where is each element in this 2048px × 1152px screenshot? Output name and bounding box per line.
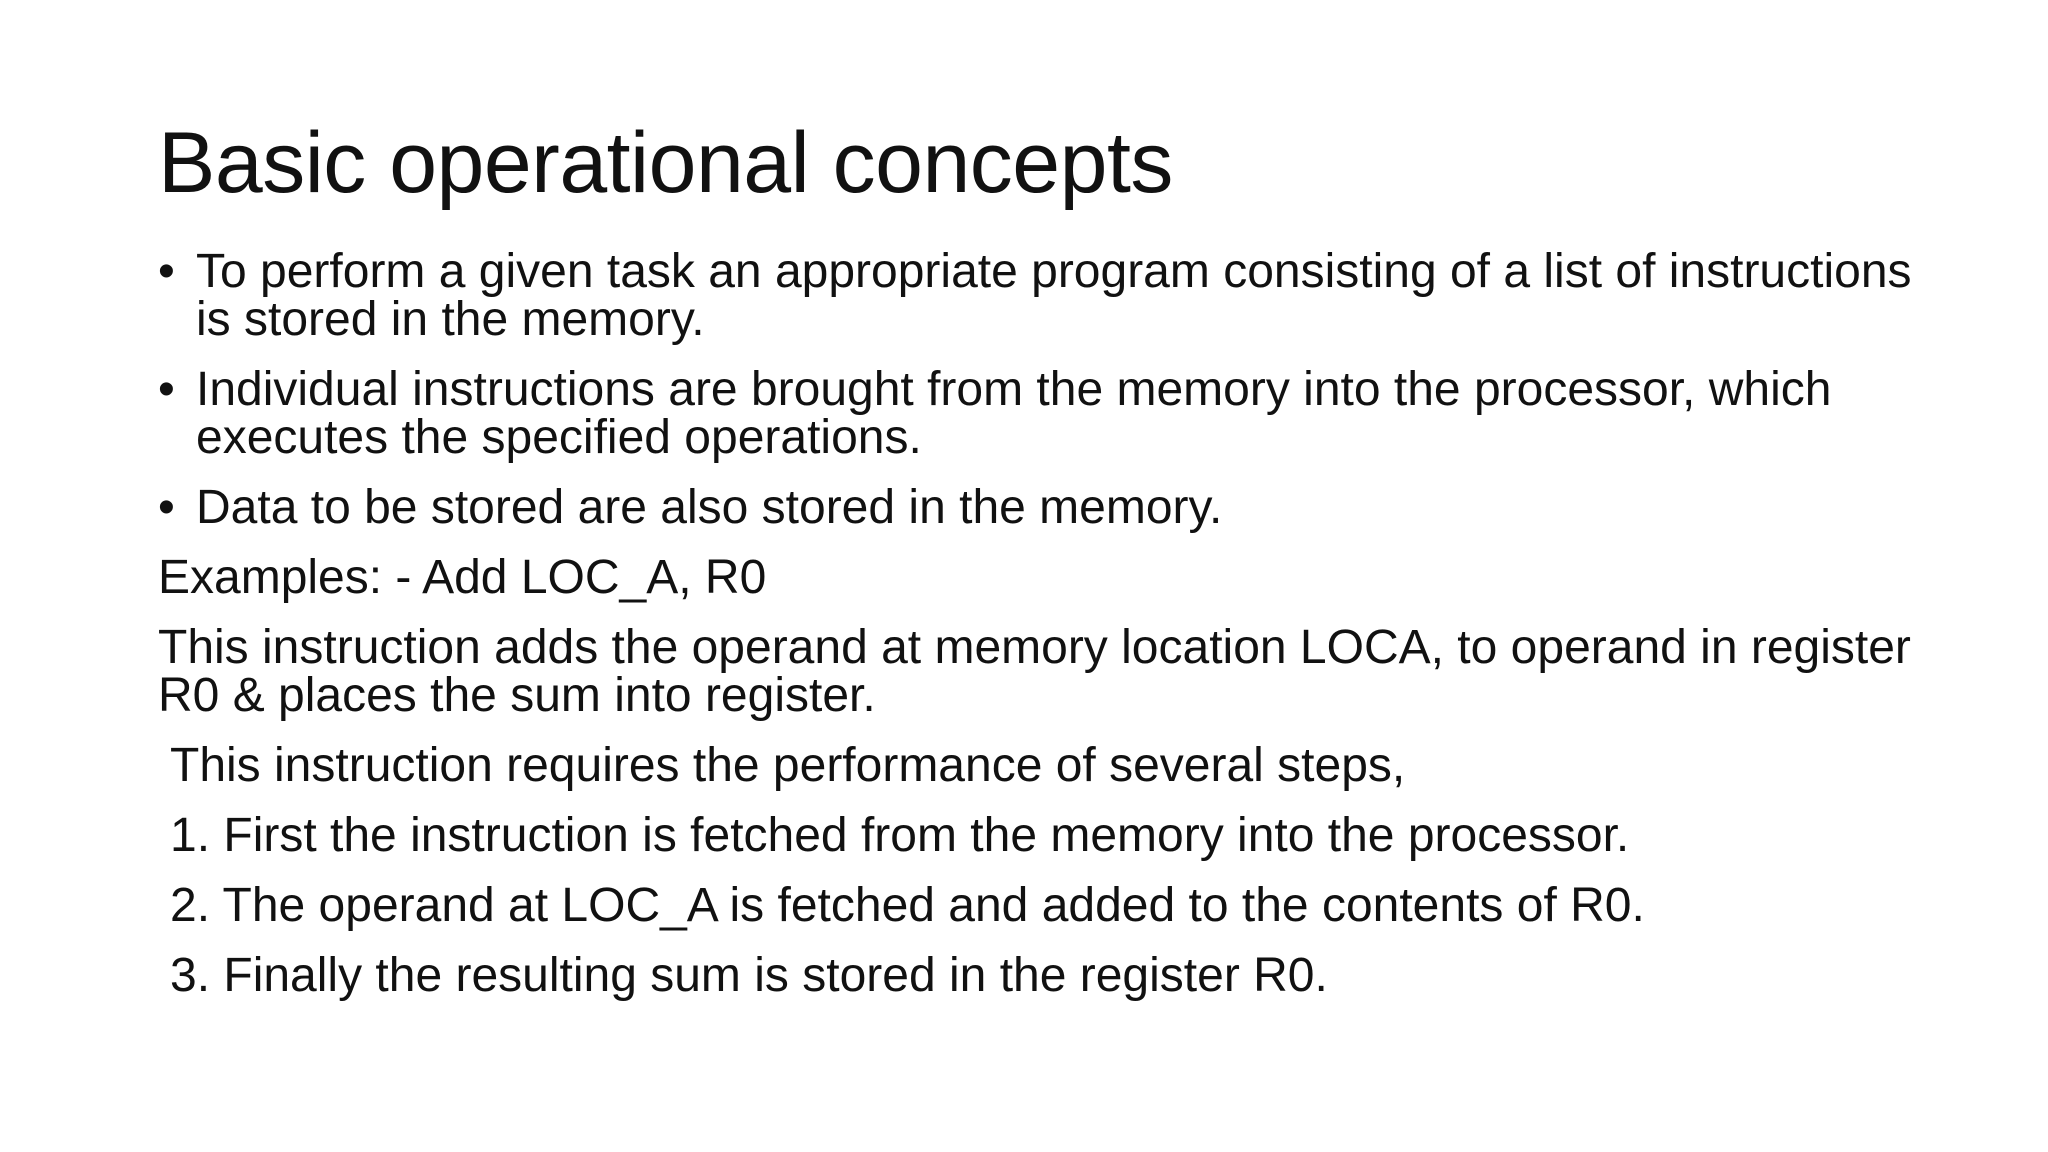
- bullet-text: Data to be stored are also stored in the memory.: [196, 481, 1223, 534]
- bullet-text: Individual instructions are brought from the memory into the processor, which executes the specified operations.: [196, 363, 1832, 464]
- steps-intro: This instruction requires the performance of several steps,: [170, 739, 1406, 792]
- slide-title: Basic operational concepts: [158, 115, 1173, 211]
- step-item: 2. The operand at LOC_A is fetched and added to the contents of R0.: [170, 879, 1645, 932]
- bullet-icon: •: [158, 245, 175, 298]
- step-item: 3. Finally the resulting sum is stored in the register R0.: [170, 949, 1328, 1002]
- example-heading: Examples: - Add LOC_A, R0: [158, 551, 767, 604]
- example-description: This instruction adds the operand at memory location LOCA, to operand in register R0 & places the sum into register.: [158, 621, 1911, 722]
- bullet-icon: •: [158, 481, 175, 534]
- slide-body: [158, 245, 1958, 1022]
- bullet-item: [158, 245, 1958, 346]
- bullet-item: [158, 481, 1958, 534]
- bullet-item: [158, 363, 1958, 464]
- bullet-icon: •: [158, 363, 175, 416]
- bullet-text: To perform a given task an appropriate program consisting of a list of instructions is stored in the memory.: [196, 245, 1912, 346]
- step-item: 1. First the instruction is fetched from the memory into the processor.: [170, 809, 1630, 862]
